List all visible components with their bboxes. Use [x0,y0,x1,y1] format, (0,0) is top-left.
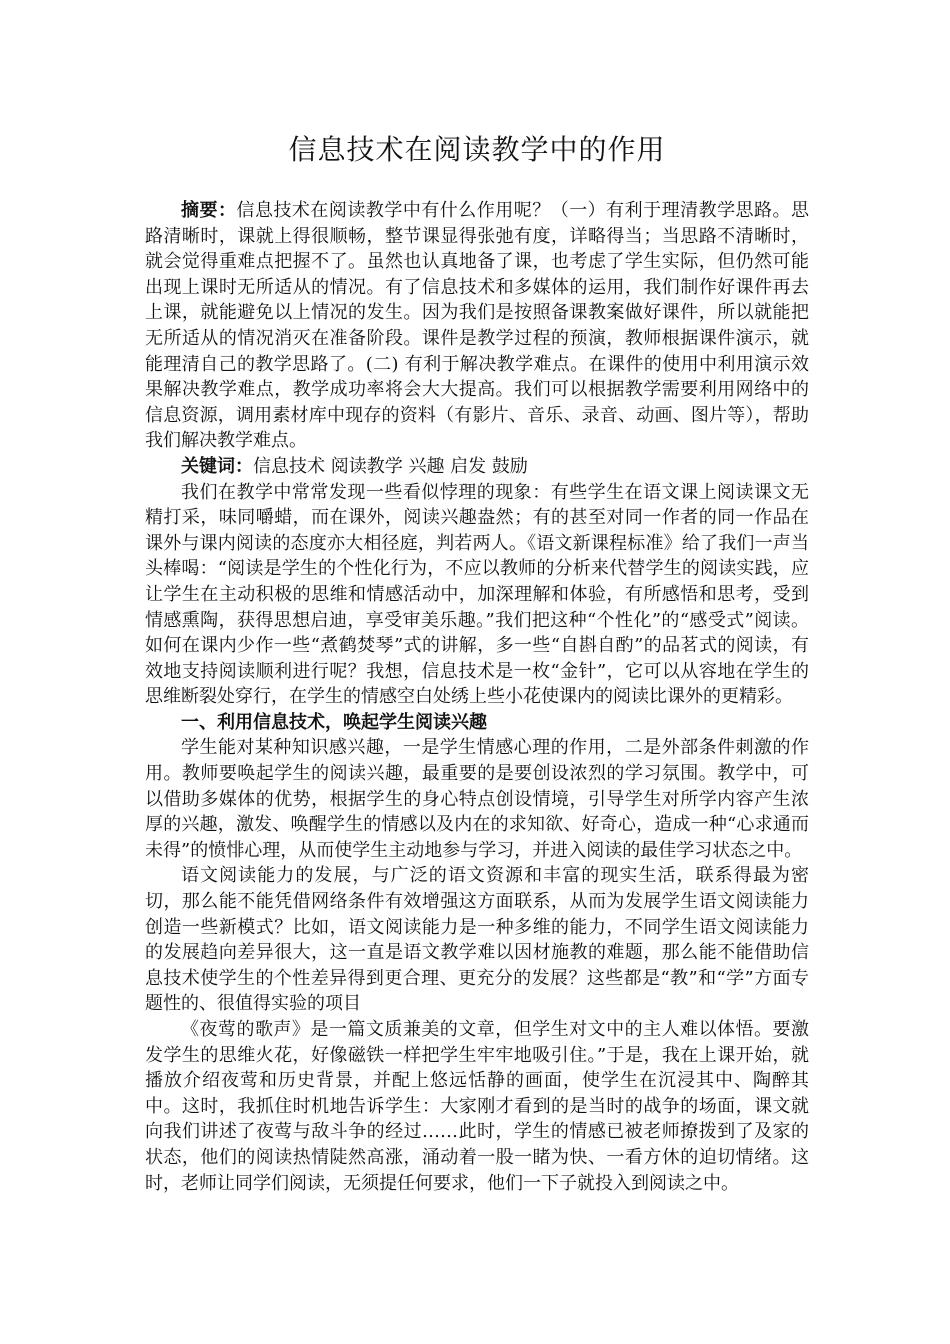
document-body [145,198,809,1196]
section-heading: 一、利用信息技术，唤起学生阅读兴趣 [181,711,487,733]
keywords-text: 信息技术 阅读教学 兴趣 启发 鼓励 [253,455,528,477]
abstract-label: 摘要： [181,200,237,221]
keywords-label: 关键词： [181,455,253,477]
intro-paragraph: 我们在教学中常常发现一些看似悖理的现象：有些学生在语文课上阅读课文无精打采，味同嚼蜡，而在课外，阅读兴趣盎然；有的甚至对同一作者的同一作品在课外与课内阅读的态度亦大相径庭，判若两人。《语文新课程标准》给了我们一声当头棒喝：“阅读是学生的个性化行为，不应以教师的分析来代替学生的阅读实践，应让学生在主动积极的思维和情感活动中，加深理解和体验，有所感悟和思考，受到情感熏陶，获得思想启迪，享受审美乐趣。”我们把这种“个性化”的“感受式”阅读。如何在课内少作一些“煮鹤焚琴”式的讲解，多一些“自斟自酌”的品茗式的阅读，有效地支持阅读顺利进行呢？我想，信息技术是一枚“金针”，它可以从容地在学生的思维断裂处穿行，在学生的情感空白处绣上些小花使课内的阅读比课外的更精彩。 [145,481,809,708]
page-title: 信息技术在阅读教学中的作用 [288,133,666,166]
abstract-paragraph [145,198,809,454]
section-paragraph: 《夜莺的歌声》是一篇文质兼美的文章，但学生对文中的主人难以体悟。要激发学生的思维火花，好像磁铁一样把学生牢牢地吸引住。”于是，我在上课开始，就播放介绍夜莺和历史背景，并配上悠远恬静的画面，使学生在沉浸其中、陶醉其中。这时，我抓住时机地告诉学生：大家刚才看到的是当时的战争的场面，课文就向我们讲述了夜莺与敌斗争的经过……此时，学生的情感已被老师撩拨到了及家的状态，他们的阅读热情陡然高涨，涌动着一股一睹为快、一看方休的迫切情绪。这时，老师让同学们阅读，无须提任何要求，他们一下子就投入到阅读之中。 [145,1019,809,1194]
section-paragraph: 学生能对某种知识感兴趣，一是学生情感心理的作用，二是外部条件刺激的作用。教师要唤起学生的阅读兴趣，最重要的是要创设浓烈的学习氛围。教学中，可以借助多媒体的优势，根据学生的身心特点创设情境，引导学生对所学内容产生浓厚的兴趣，激发、唤醒学生的情感以及内在的求知欲、好奇心，造成一种“心求通而未得”的愤悱心理，从而使学生主动地参与学习，并进入阅读的最佳学习状态之中。 [145,737,809,861]
document-page [145,0,809,1196]
keywords-paragraph [145,454,809,480]
section-paragraph: 语文阅读能力的发展，与广泛的语文资源和丰富的现实生活，联系得最为密切，那么能不能凭借网络条件有效增强这方面联系，从而为发展学生语文阅读能力创造一些新模式？比如，语文阅读能力是一种多维的能力，不同学生语文阅读能力的发展趋向差异很大，这一直是语文教学难以因材施教的难题，那么能不能借助信息技术使学生的个性差异得到更合理、更充分的发展？这些都是“教”和“学”方面专题性的、很值得实验的项目 [145,865,809,1015]
abstract-text: 信息技术在阅读教学中有什么作用呢？（一）有利于理清教学思路。思路清晰时，课就上得很顺畅，整节课显得张弛有度，详略得当；当思路不清晰时，就会觉得重难点把握不了。虽然也认真地备了课，也考虑了学生实际，但仍然可能出现上课时无所适从的情况。有了信息技术和多媒体的运用，我们制作好课件再去上课，就能避免以上情况的发生。因为我们是按照备课教案做好课件，所以就能把无所适从的情况消灭在准备阶段。课件是教学过程的预演，教师根据课件演示，就能理清自己的教学思路了。(二) 有利于解决教学难点。在课件的使用中利用演示效果解决教学难点，教学成功率将会大大提高。我们可以根据教学需要利用网络中的信息资源，调用素材库中现存的资料（有影片、音乐、录音、动画、图片等），帮助我们解决教学难点。 [145,200,810,452]
